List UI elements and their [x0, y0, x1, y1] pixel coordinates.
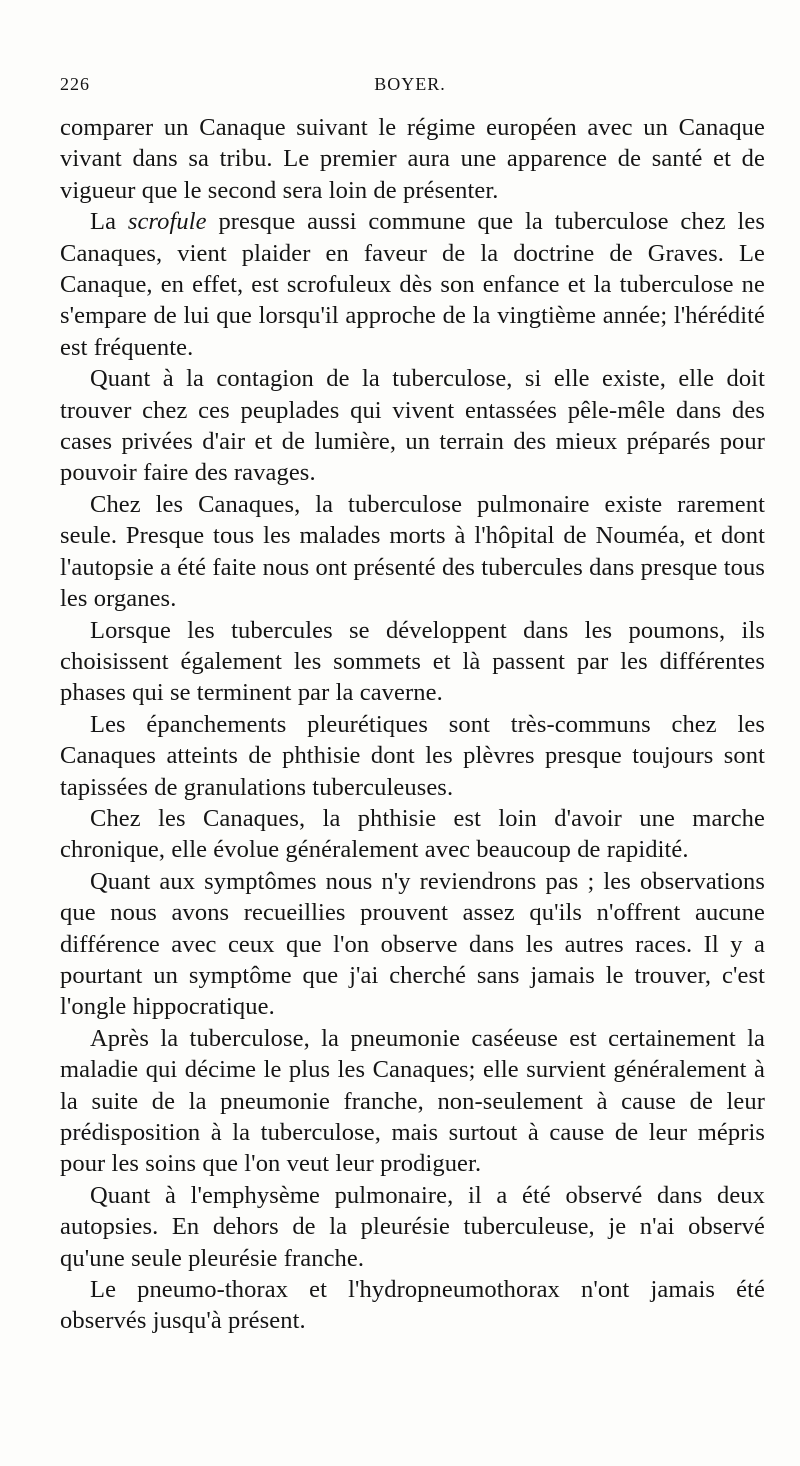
paragraph: La scrofule presque aussi commune que la tuberculose chez les Canaques, vient plaider en faveur de la doctrine de Graves. Le Canaque, en effet, est scrofuleux dès son enfance et la tuberculose ne s'empare de lui que lorsqu'il approche de la vingtième année; l'hérédité est fréquente. [60, 208, 765, 361]
paragraph: Le pneumo-thorax et l'hydropneumothorax n'ont jamais été observés jusqu'à présent. [60, 1276, 765, 1335]
paragraph: Quant à la contagion de la tuberculose, si elle existe, elle doit trouver chez ces peuplades qui vivent entassées pêle-mêle dans des cases privées d'air et de lumière, un terrain des mieux préparés pour pouvoir faire des ravages. [60, 365, 765, 487]
paragraph: Après la tuberculose, la pneumonie caséeuse est certainement la maladie qui décime le plus les Canaques; elle survient généralement à la suite de la pneumonie franche, non-seulement à cause de leur prédisposition à la tuberculose, mais surtout à cause de leur mépris pour les soins que l'on veut leur prodiguer. [60, 1024, 765, 1178]
paragraph: comparer un Canaque suivant le régime européen avec un Canaque vivant dans sa tribu. Le premier aura une apparence de santé et de vigueur que le second sera loin de présenter. [60, 114, 765, 204]
paragraph: Les épanchements pleurétiques sont très-communs chez les Canaques atteints de phthisie dont les plèvres presque toujours sont tapissées de granulations tuberculeuses. [60, 710, 765, 801]
page-number: 226 [60, 74, 90, 94]
paragraph: Chez les Canaques, la tuberculose pulmonaire existe rarement seule. Presque tous les malades morts à l'hôpital de Nouméa, et dont l'autopsie a été faite nous ont présenté des tubercules dans presque tous les organes. [60, 490, 765, 613]
paragraph: Quant à l'emphysème pulmonaire, il a été observé dans deux autopsies. En dehors de la pleurésie tuberculeuse, je n'ai observé qu'une seule pleurésie franche. [60, 1181, 765, 1272]
running-head [60, 62, 760, 92]
paragraph: Quant aux symptômes nous n'y reviendrons pas ; les observations que nous avons recueillies prouvent assez qu'ils n'offrent aucune différence avec ceux que l'on observe dans les autres races. Il y a pourtant un symptôme que j'ai cherché sans jamais le trouver, c'est l'ongle hippocratique. [60, 867, 765, 1021]
paragraph: Lorsque les tubercules se développent dans les poumons, ils choisissent également les sommets et là passent par les différentes phases qui se terminent par la caverne. [60, 616, 765, 707]
body-text [60, 112, 765, 1337]
running-title: BOYER. [374, 74, 446, 94]
italic-term: scrofule [127, 208, 207, 236]
paragraph: Chez les Canaques, la phthisie est loin d'avoir une marche chronique, elle évolue généralement avec beaucoup de rapidité. [60, 804, 765, 864]
